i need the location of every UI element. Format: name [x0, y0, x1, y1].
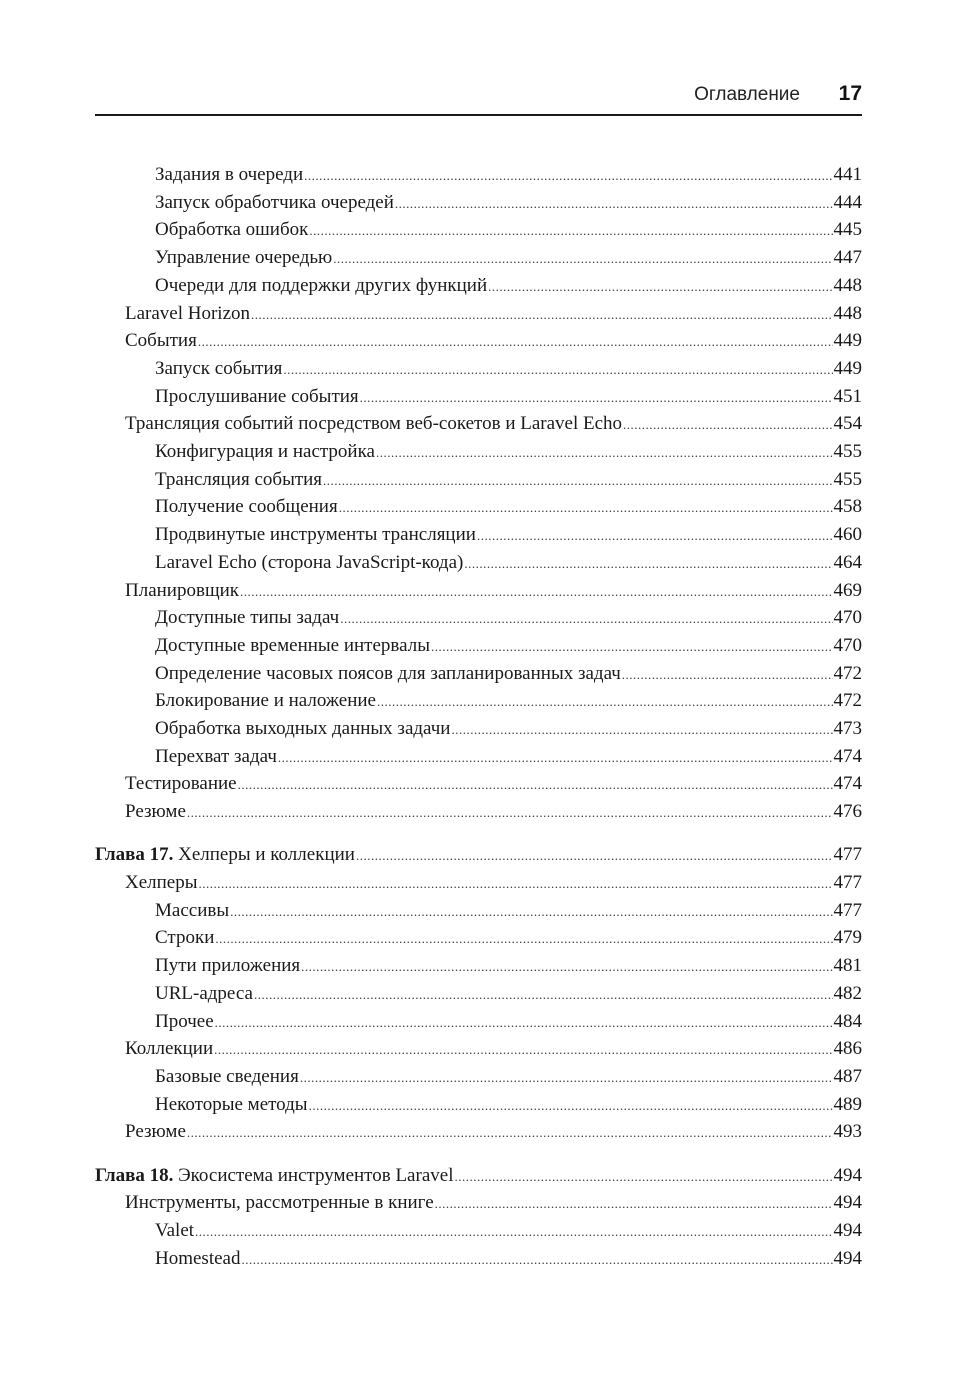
toc-entry-title [155, 715, 450, 743]
toc-entry [155, 687, 862, 715]
toc-entry-title [125, 1189, 434, 1217]
toc-entry-text: Получение сообщения [155, 496, 338, 518]
toc-entry-text: Тестирование [125, 773, 237, 795]
dot-leader [451, 716, 832, 744]
toc-entry-title [155, 383, 359, 411]
toc-entry [125, 770, 862, 798]
toc-entry-text: Трансляция события [155, 468, 323, 490]
toc-entry-text: Инструменты, рассмотренные в книге [125, 1192, 434, 1214]
chapter-label: Глава 18. [95, 1164, 174, 1186]
toc-entry-title [155, 438, 375, 466]
toc-entry-title [155, 189, 394, 217]
toc-entry-title [125, 300, 250, 328]
dot-leader [199, 870, 833, 898]
toc-entry-title [155, 1008, 214, 1036]
running-title: Оглавление [694, 84, 800, 105]
page-number: 17 [838, 82, 862, 105]
toc-entry-page: 481 [833, 955, 862, 977]
toc-entry [155, 383, 862, 411]
toc-chapter [95, 841, 862, 869]
dot-leader [377, 688, 833, 716]
toc-entry-text: Массивы [155, 899, 230, 921]
toc-entry-page: 487 [833, 1065, 862, 1087]
dot-leader [333, 245, 832, 273]
toc-entry-text: Продвинутые инструменты трансляции [155, 524, 476, 546]
toc-entry [125, 1189, 862, 1217]
toc-entry [155, 244, 862, 272]
toc-entry-title [125, 869, 198, 897]
toc-entry-text: Laravel Horizon [125, 302, 251, 324]
dot-leader [304, 162, 832, 190]
dot-leader [435, 1190, 833, 1218]
toc-entry-page: 474 [833, 745, 862, 767]
toc-entry-page: 473 [833, 718, 862, 739]
toc-entry-title [125, 1118, 186, 1146]
toc-entry-text: Определение часовых поясов для запланированных задач [155, 662, 621, 684]
toc-entry-title [155, 924, 214, 952]
dot-leader [395, 190, 833, 218]
toc-entry-title [125, 410, 622, 438]
toc-entry-title [155, 216, 308, 244]
toc-entry-text: Трансляция событий посредством веб-сокетов и Laravel Echo [125, 413, 623, 435]
toc-entry [155, 493, 862, 521]
toc-entry [125, 1035, 862, 1063]
toc-entry [155, 161, 862, 189]
toc-entry-text: Хелперы [125, 872, 198, 893]
toc-entry-page: 470 [833, 634, 862, 656]
toc-entry-title [155, 1063, 299, 1091]
toc-entry-text: Laravel Echo (сторона JavaScript-кода) [155, 551, 464, 573]
toc-entry-text: Прочее [155, 1010, 214, 1032]
toc-entry-text: События [125, 330, 197, 352]
dot-leader [230, 898, 832, 926]
toc-entry [125, 327, 862, 355]
toc-entry-page: 454 [833, 413, 862, 435]
dot-leader [187, 1119, 833, 1147]
toc-entry-text: Очереди для поддержки других функций [155, 274, 488, 296]
toc-entry-text: URL-адреса [155, 982, 253, 1004]
toc-entry-text: Перехват задач [155, 745, 277, 767]
toc-chapter [95, 1162, 862, 1190]
toc-entry-title [125, 327, 197, 355]
toc-entry-title [155, 660, 621, 688]
dot-leader [214, 1036, 832, 1064]
toc-entry [155, 980, 862, 1008]
dot-leader [339, 494, 833, 522]
toc-entry-page: 444 [833, 191, 862, 213]
dot-leader [340, 605, 832, 633]
toc-entry [155, 1217, 862, 1245]
toc-entry [155, 632, 862, 660]
dot-leader [241, 1246, 832, 1274]
toc-entry-text: Задания в очереди [155, 164, 304, 185]
toc-entry-text: Обработка ошибок [155, 219, 309, 241]
toc-entry-page: 474 [833, 773, 862, 795]
toc-entry-text: Обработка выходных данных задачи [155, 718, 451, 739]
toc-entry-page: 477 [833, 844, 862, 866]
dot-leader [309, 217, 832, 245]
toc-entry-title [155, 521, 476, 549]
toc-entry-title [125, 798, 186, 826]
toc-entry-text: Некоторые методы [155, 1093, 308, 1115]
toc-entry [155, 521, 862, 549]
toc-entry-page: 449 [833, 357, 862, 379]
dot-leader [431, 633, 833, 661]
dot-leader [488, 273, 832, 301]
toc-entry-text: Прослушивание события [155, 385, 359, 407]
toc-entry-text: Экосистема инструментов Laravel [178, 1164, 454, 1186]
dot-leader [238, 771, 833, 799]
toc-entry-title [155, 1217, 194, 1245]
toc-entry-page: 489 [833, 1093, 862, 1115]
toc-entry [155, 438, 862, 466]
toc-entry-page: 458 [833, 496, 862, 518]
toc-entry-page: 455 [833, 441, 862, 462]
toc-entry-title [155, 687, 376, 715]
toc-entry-text: Планировщик [125, 579, 239, 601]
dot-leader [254, 981, 833, 1009]
dot-leader [477, 522, 833, 550]
toc-entry-page: 494 [833, 1192, 862, 1214]
toc-entry-title [155, 980, 253, 1008]
toc-entry-text: Блокирование и наложение [155, 690, 376, 712]
toc-entry-page: 464 [833, 551, 862, 573]
toc-entry-title [155, 161, 303, 189]
toc-entry-text: Хелперы и коллекции [178, 844, 355, 866]
toc-entry-text: Доступные типы задач [155, 607, 340, 629]
toc-entry [155, 216, 862, 244]
toc-entry-title [155, 493, 338, 521]
dot-leader [323, 467, 832, 495]
toc-entry [125, 410, 862, 438]
dot-leader [356, 842, 833, 870]
toc-entry-page: 470 [833, 607, 862, 629]
dot-leader [360, 384, 833, 412]
toc-entry-text: Пути приложения [155, 955, 301, 977]
toc-entry-page: 448 [833, 274, 862, 296]
toc-entry-title [95, 1162, 453, 1190]
toc-entry-page: 472 [833, 662, 862, 684]
toc-entry-page: 484 [833, 1010, 862, 1032]
toc-entry-title [155, 632, 430, 660]
dot-leader [240, 578, 833, 606]
dot-leader [376, 439, 833, 467]
toc-entry [155, 466, 862, 494]
dot-leader [215, 925, 832, 953]
toc-entry [125, 869, 862, 897]
toc-entry [125, 300, 862, 328]
toc-entry-page: 460 [833, 524, 862, 546]
toc-entry-title [155, 897, 229, 925]
toc-entry [155, 1063, 862, 1091]
toc-entry-text: Запуск обработчика очередей [155, 191, 394, 213]
dot-leader [195, 1218, 832, 1246]
toc-entry-page: 477 [833, 872, 862, 893]
toc-entry-page: 449 [833, 330, 862, 352]
toc-entry [155, 1008, 862, 1036]
toc-entry-title [155, 466, 322, 494]
toc-entry-page: 494 [833, 1219, 862, 1241]
toc-entry-text: Резюме [125, 1121, 186, 1143]
dot-leader [187, 799, 833, 827]
toc-entry [155, 897, 862, 925]
toc-entry [125, 1118, 862, 1146]
dot-leader [251, 301, 832, 329]
toc-entry-page: 493 [833, 1121, 862, 1143]
toc-entry [155, 715, 862, 743]
toc-entry-title [125, 1035, 213, 1063]
dot-leader [301, 953, 832, 981]
toc-entry [125, 577, 862, 605]
dot-leader [215, 1009, 833, 1037]
toc-entry [155, 924, 862, 952]
toc-entry-text: Valet [155, 1219, 195, 1241]
toc-entry-title [125, 577, 239, 605]
toc-entry-page: 479 [833, 927, 862, 949]
toc-entry-page: 447 [833, 247, 862, 269]
toc-entry-page: 477 [833, 899, 862, 921]
page-header [95, 78, 862, 116]
toc-entry-page: 494 [833, 1164, 862, 1186]
toc-entry [155, 189, 862, 217]
toc-entry-page: 494 [833, 1247, 862, 1269]
dot-leader [283, 356, 832, 384]
toc-entry-title [155, 604, 339, 632]
toc-entry-page: 469 [833, 579, 862, 601]
dot-leader [454, 1163, 832, 1191]
toc-entry-text: Резюме [125, 801, 186, 823]
toc-entry-text: Базовые сведения [155, 1065, 299, 1087]
chapter-label: Глава 17. [95, 844, 174, 866]
toc-entry-title [155, 549, 463, 577]
dot-leader [622, 661, 833, 689]
toc-entry [155, 952, 862, 980]
toc-entry [155, 604, 862, 632]
toc-entry-text: Коллекции [125, 1038, 214, 1060]
toc-entry-title [155, 1091, 308, 1119]
toc-entry-title [155, 743, 277, 771]
toc-entry [155, 355, 862, 383]
toc-entry-title [95, 841, 355, 869]
toc-entry-page: 476 [833, 801, 862, 823]
toc-entry [155, 549, 862, 577]
toc-entry-title [155, 244, 332, 272]
toc-entry [155, 1245, 862, 1273]
toc-entry-text: Строки [155, 927, 215, 949]
toc-entry-title [155, 1245, 240, 1273]
toc-entry-page: 482 [833, 982, 862, 1004]
toc-entry-text: Homestead [155, 1247, 241, 1269]
toc-entry-text: Конфигурация и настройка [155, 441, 375, 462]
toc-entry-page: 441 [833, 164, 862, 185]
toc-entry [155, 743, 862, 771]
toc-entry-page: 455 [833, 468, 862, 490]
dot-leader [278, 744, 833, 772]
toc-entry-text: Запуск события [155, 357, 283, 379]
toc-entry-title [155, 355, 282, 383]
toc-entry [155, 272, 862, 300]
dot-leader [309, 1092, 833, 1120]
toc-entry-page: 486 [833, 1038, 862, 1060]
dot-leader [300, 1064, 833, 1092]
toc-entry-title [125, 770, 237, 798]
toc-entry-page: 448 [833, 302, 862, 324]
toc-entry-text: Доступные временные интервалы [155, 634, 430, 656]
dot-leader [464, 550, 832, 578]
dot-leader [198, 328, 833, 356]
toc-entry-text: Управление очередью [155, 247, 333, 269]
toc-entry-title [155, 272, 487, 300]
toc-entry-page: 445 [833, 219, 862, 241]
toc-entry [155, 1091, 862, 1119]
toc-entry-title [155, 952, 300, 980]
dot-leader [623, 411, 832, 439]
toc-entry [155, 660, 862, 688]
toc-entry-page: 451 [833, 385, 862, 407]
toc-entry [125, 798, 862, 826]
toc-entry-page: 472 [833, 690, 862, 712]
